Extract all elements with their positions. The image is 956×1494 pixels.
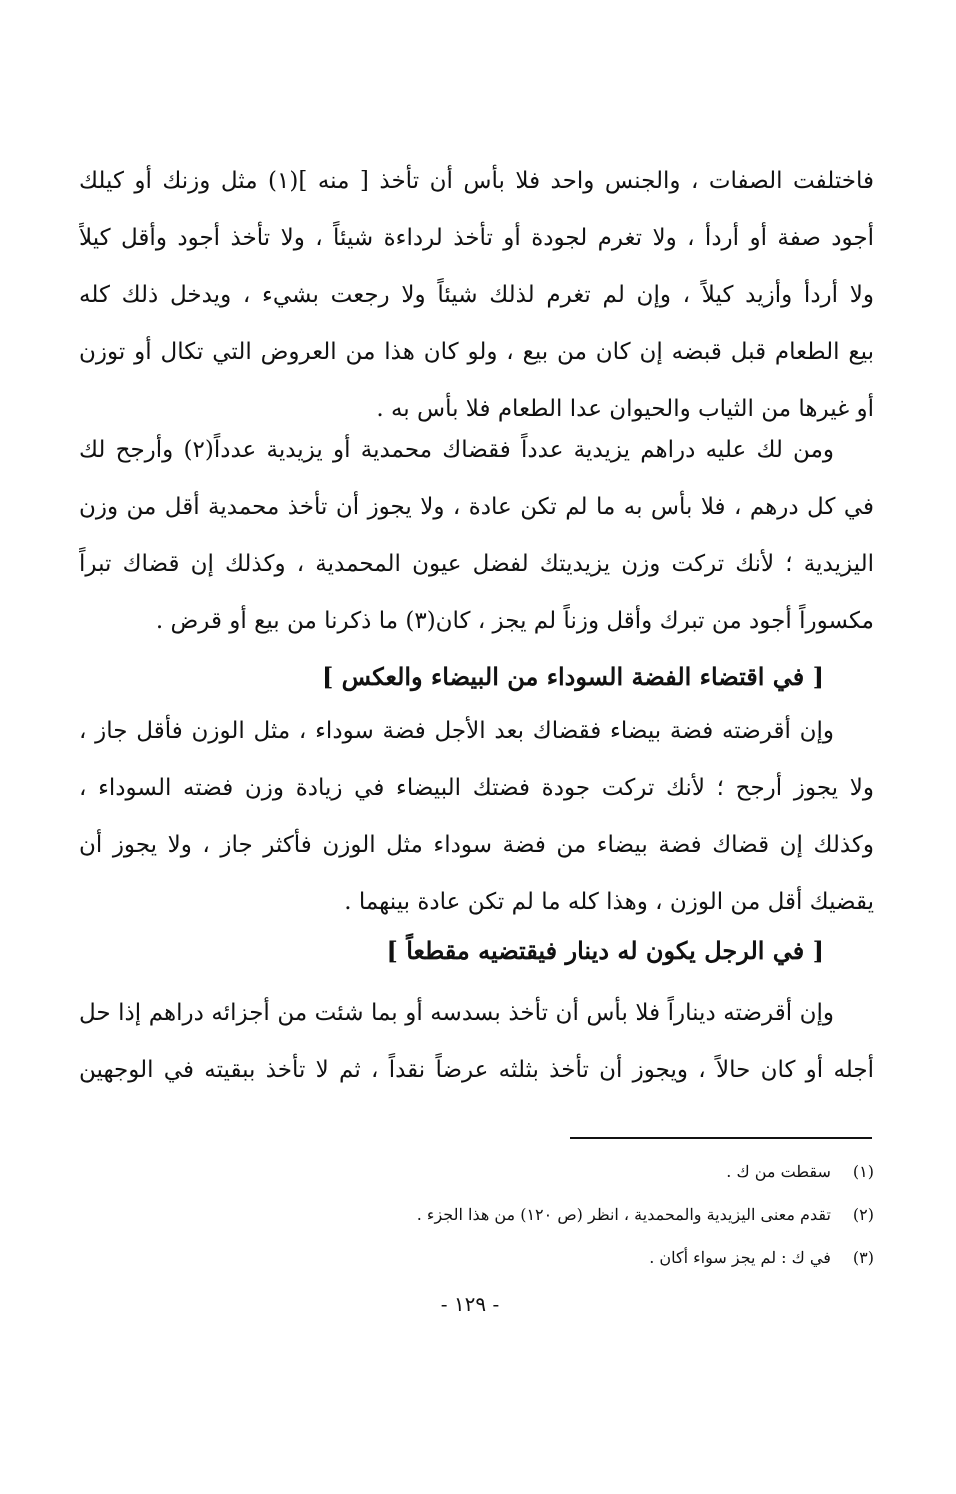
paragraph-3 xyxy=(79,703,874,931)
text-line: مكسوراً أجود من تبرك وأقل وزناً لم يجز ، كان(٣) ما ذكرنا من بيع أو قرض . xyxy=(155,608,874,634)
footnote-separator xyxy=(570,1137,872,1139)
section-heading-1 xyxy=(79,648,874,705)
text-line: بيع الطعام قبل قبضه إن كان من بيع ، ولو كان هذا من العروض التي تكال أو توزن xyxy=(79,339,874,365)
text-line: وإن أقرضته ديناراً فلا بأس أن تأخذ بسدسه أو بما شئت من أجزائه دراهم إذا حل xyxy=(79,1000,834,1026)
footnotes xyxy=(79,1150,874,1279)
footnote-number: (٣) xyxy=(852,1248,874,1267)
heading-text: [ في اقتضاء الفضة السوداء من البيضاء والعكس ] xyxy=(321,662,824,691)
heading-text: [ في الرجل يكون له دينار فيقتضيه مقطعاً ] xyxy=(386,936,824,965)
page-number: - ١٢٩ - xyxy=(440,1292,500,1316)
footnote-number: (٢) xyxy=(852,1205,874,1224)
footnote-text: في ك : لم يجز سواء أكان . xyxy=(649,1248,831,1267)
section-heading-2 xyxy=(79,922,874,979)
text-line: ومن لك عليه دراهم يزيدية عدداً فقضاك محمدية أو يزيدية عدداً(٢) وأرجح لك xyxy=(79,437,834,463)
footnote-text: تقدم معنى اليزيدية والمحمدية ، انظر (ص ١٢٠) من هذا الجزء . xyxy=(416,1205,831,1224)
text-line: أجود صفة أو أردأ ، ولا تغرم لجودة أو تأخذ لرداءة شيئاً ، ولا تأخذ أجود وأقل كيلاً xyxy=(79,225,874,251)
footnote-2 xyxy=(79,1193,874,1236)
text-line: أو غيرها من الثياب والحيوان عدا الطعام فلا بأس به . xyxy=(376,396,874,422)
footnote-3 xyxy=(79,1236,874,1279)
paragraph-4 xyxy=(79,985,874,1099)
paragraph-2 xyxy=(79,422,874,650)
text-line: ولا يجوز أرجح ؛ لأنك تركت جودة فضتك البيضاء في زيادة وزن فضته السوداء ، xyxy=(79,775,874,801)
footnote-1 xyxy=(79,1150,874,1193)
footnote-text: سقطت من ك . xyxy=(726,1162,831,1181)
text-line: يقضيك أقل من الوزن ، وهذا كله ما لم تكن عادة بينهما . xyxy=(344,889,874,915)
text-line: أجله أو كان حالاً ، ويجوز أن تأخذ بثلثه عرضاً نقداً ، ثم لا تأخذ ببقيته في الوجهين xyxy=(79,1057,874,1083)
text-line: وكذلك إن قضاك فضة بيضاء من فضة سوداء مثل الوزن فأكثر جاز ، ولا يجوز أن xyxy=(79,832,874,858)
text-line: ولا أردأ وأزيد كيلاً ، وإن لم تغرم لذلك شيئاً ولا رجعت بشيء ، ويدخل ذلك كله xyxy=(79,282,874,308)
paragraph-1 xyxy=(79,153,874,438)
footnote-number: (١) xyxy=(852,1162,874,1181)
text-line: وإن أقرضته فضة بيضاء فقضاك بعد الأجل فضة سوداء ، مثل الوزن فأقل جاز ، xyxy=(79,718,834,744)
text-line: اليزيدية ؛ لأنك تركت وزن يزيديتك لفضل عيون المحمدية ، وكذلك إن قضاك تبراً xyxy=(79,551,874,577)
text-line: في كل درهم ، فلا بأس به ما لم تكن عادة ، ولا يجوز أن تأخذ محمدية أقل من وزن xyxy=(79,494,874,520)
text-line: فاختلفت الصفات ، والجنس واحد فلا بأس أن تأخذ [ منه ](١) مثل وزنك أو كيلك xyxy=(79,168,874,194)
